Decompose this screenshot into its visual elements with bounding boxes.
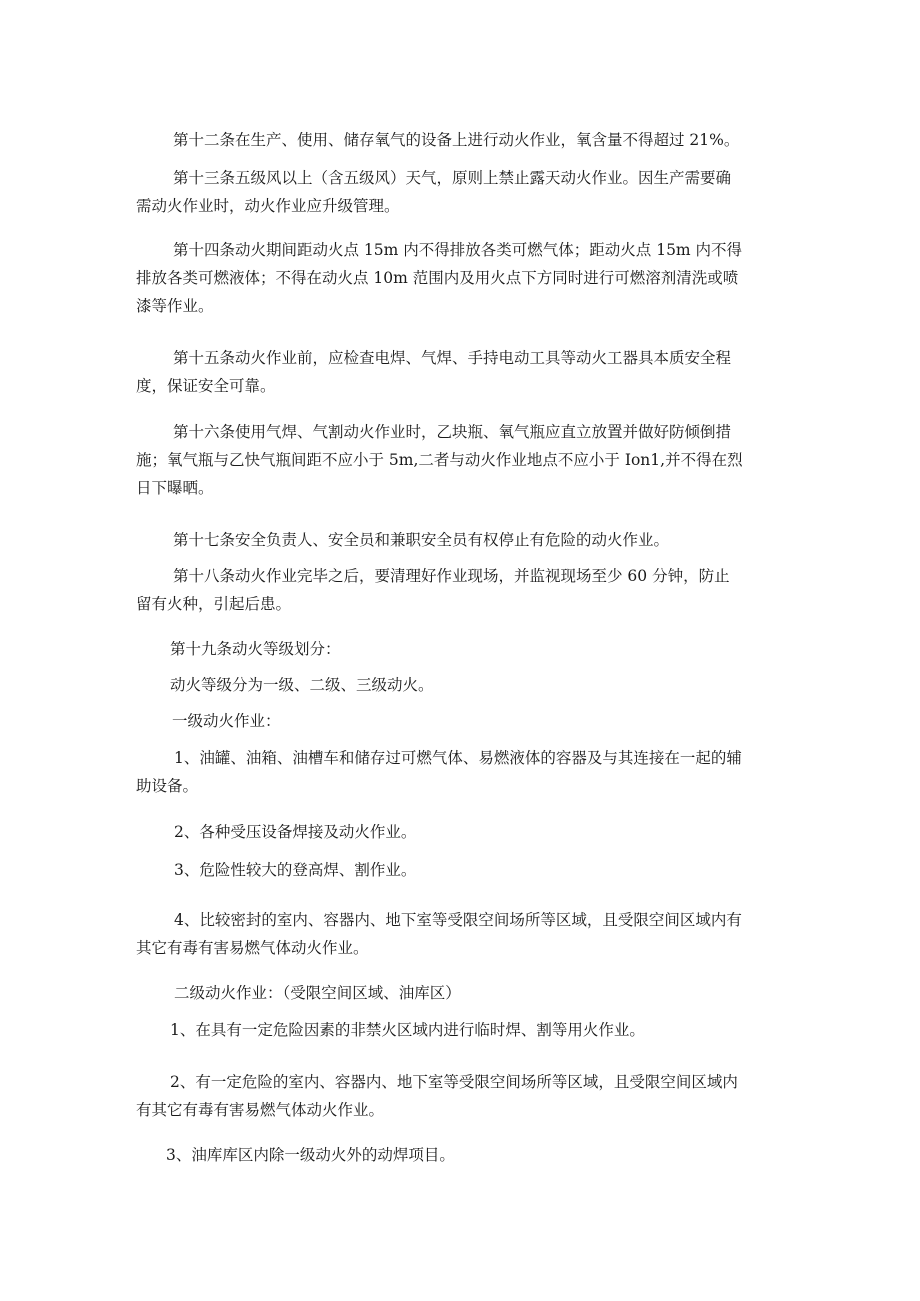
text-line: 第十六条使用气焊、气割动火作业时，乙块瓶、氧气瓶应直立放置并做好防倾倒措 <box>173 423 732 441</box>
text-line: 2、有一定危险的室内、容器内、地下室等受限空间场所等区域，且受限空间区域内 <box>170 1073 738 1091</box>
text-line: 第十九条动火等级划分： <box>170 640 341 658</box>
text-line: 3、油库库区内除一级动火外的动焊项目。 <box>166 1146 455 1164</box>
text-line: 第十二条在生产、使用、储存氧气的设备上进行动火作业，氧含量不得超过 21%。 <box>173 131 740 149</box>
text-line: 1、油罐、油箱、油槽车和储存过可燃气体、易燃液体的容器及与其连接在一起的辅 <box>174 749 742 767</box>
text-line: 需动火作业时，动火作业应升级管理。 <box>136 197 400 215</box>
text-line: 2、各种受压设备焊接及动火作业。 <box>174 823 417 841</box>
text-line: 有其它有毒有害易燃气体动火作业。 <box>136 1101 385 1119</box>
paragraph-article-15 <box>136 344 796 400</box>
text-line: 其它有毒有害易燃气体动火作业。 <box>136 939 369 957</box>
list-item-level2-3 <box>136 1141 796 1169</box>
text-line: 施；氧气瓶与乙快气瓶间距不应小于 5m,二者与动火作业地点不应小于 Ion1,并不得在烈 <box>136 451 743 469</box>
list-item-level1-3 <box>136 856 796 884</box>
paragraph-article-12 <box>136 126 796 154</box>
text-line: 1、在具有一定危险因素的非禁火区域内进行临时焊、割等用火作业。 <box>170 1021 645 1039</box>
paragraph-article-13 <box>136 164 796 220</box>
paragraph-article-16 <box>136 418 796 502</box>
paragraph-article-18 <box>136 562 796 618</box>
text-line: 第十四条动火期间距动火点 15m 内不得排放各类可燃气体；距动火点 15m 内不得 <box>173 241 743 259</box>
text-line: 第十三条五级风以上（含五级风）天气，原则上禁止露天动火作业。因生产需要确 <box>173 169 732 187</box>
text-line: 日下曝晒。 <box>136 479 214 497</box>
paragraph-fire-levels <box>136 671 796 699</box>
list-item-level1-4 <box>136 906 796 962</box>
text-line: 排放各类可燃液体；不得在动火点 10m 范围内及用火点下方同时进行可燃溶剂清洗或喷 <box>136 269 739 287</box>
text-line: 4、比较密封的室内、容器内、地下室等受限空间场所等区域，且受限空间区域内有 <box>174 911 742 929</box>
text-line: 一级动火作业： <box>172 712 281 730</box>
text-line: 3、危险性较大的登高焊、割作业。 <box>174 861 417 879</box>
text-line: 二级动火作业：（受限空间区域、油库区） <box>174 984 461 1002</box>
text-line: 留有火种，引起后患。 <box>136 595 292 613</box>
text-line: 助设备。 <box>136 777 199 795</box>
list-item-level2-1 <box>136 1016 796 1044</box>
paragraph-article-14 <box>136 236 796 320</box>
text-line: 第十八条动火作业完毕之后，要清理好作业现场，并监视现场至少 60 分钟，防止 <box>173 567 730 585</box>
paragraph-article-17 <box>136 526 796 554</box>
text-line: 第十五条动火作业前，应检查电焊、气焊、手持电动工具等动火工器具本质安全程 <box>173 349 732 367</box>
list-item-level1-2 <box>136 818 796 846</box>
text-line: 第十七条安全负责人、安全员和兼职安全员有权停止有危险的动火作业。 <box>173 531 670 549</box>
text-line: 度，保证安全可靠。 <box>136 377 276 395</box>
text-line: 动火等级分为一级、二级、三级动火。 <box>170 676 434 694</box>
paragraph-article-19 <box>136 635 796 663</box>
text-line: 漆等作业。 <box>136 297 214 315</box>
heading-level-2-fire-work <box>136 979 796 1007</box>
heading-level-1-fire-work <box>136 707 796 735</box>
list-item-level1-1 <box>136 744 796 800</box>
list-item-level2-2 <box>136 1068 796 1124</box>
